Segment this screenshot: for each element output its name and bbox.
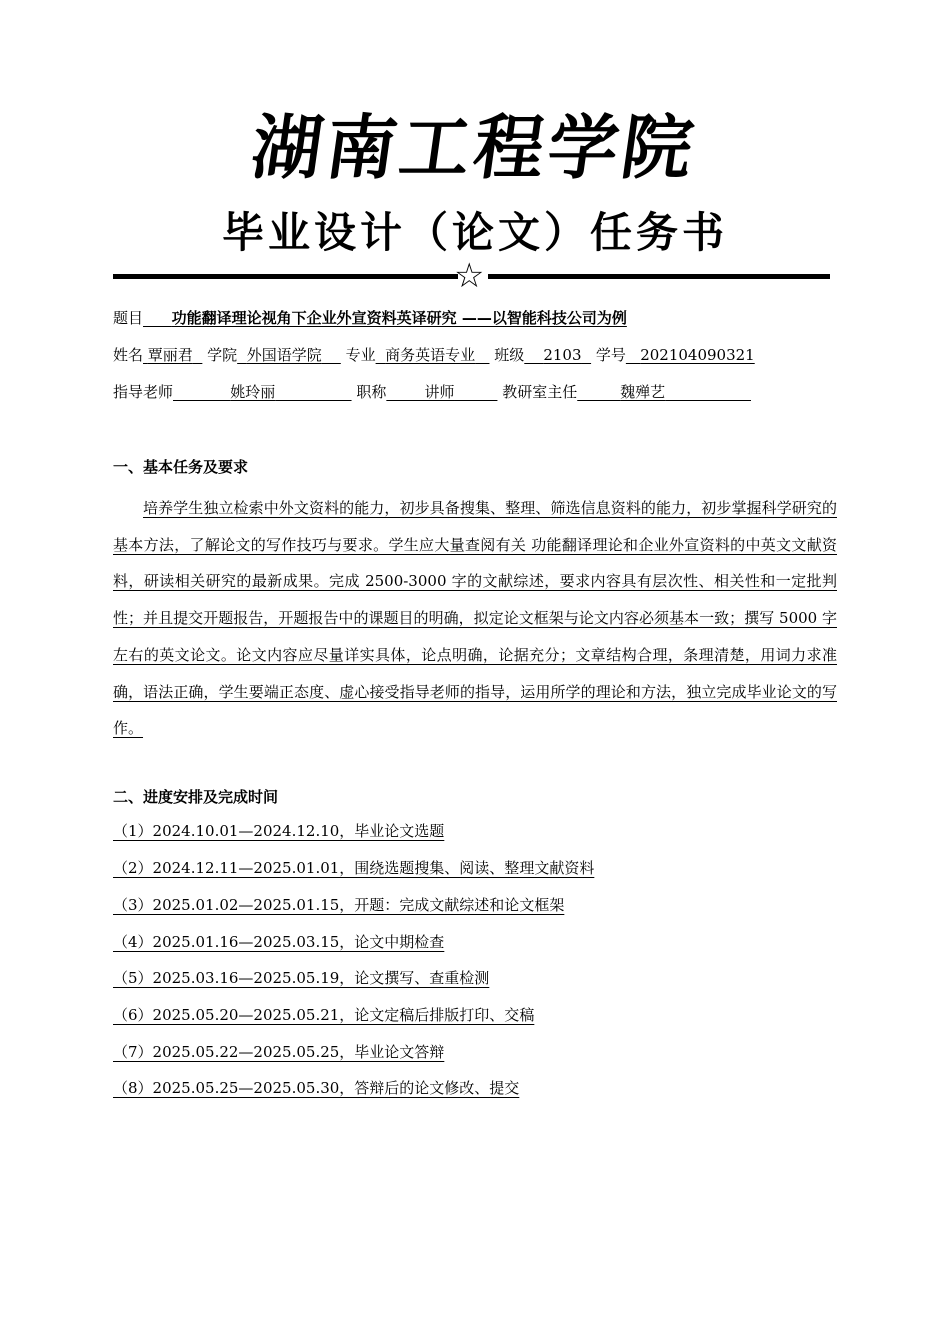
schedule-item: （2）2024.12.11—2025.01.01，围绕选题搜集、阅读、整理文献资料 <box>113 859 595 877</box>
major-label: 专业 <box>345 346 376 364</box>
title-divider-left <box>113 274 458 279</box>
title-value: 讲师 <box>424 383 455 401</box>
name-value: 覃丽君 <box>147 346 193 364</box>
schedule-item: （3）2025.01.02—2025.01.15，开题：完成文献综述和论文框架 <box>113 896 565 914</box>
schedule-item: （6）2025.05.20—2025.05.21，论文定稿后排版打印、交稿 <box>113 1006 535 1024</box>
name-label: 姓名 <box>113 346 144 364</box>
advisor-label: 指导老师 <box>113 383 174 401</box>
student-id-value: 202104090321 <box>640 346 755 364</box>
student-info-row <box>113 345 755 365</box>
college-logo: 湖南工程学院 <box>246 106 703 189</box>
advisor-value: 姚玲丽 <box>230 383 276 401</box>
class-label: 班级 <box>494 346 525 364</box>
director-value: 魏殚艺 <box>620 383 666 401</box>
schedule-item: （5）2025.03.16—2025.05.19，论文撰写、查重检测 <box>113 969 490 987</box>
schedule-item: （1）2024.10.01—2024.12.10，毕业论文选题 <box>113 822 445 840</box>
director-label: 教研室主任 <box>502 383 578 401</box>
requirements-paragraph: 培养学生独立检索中外文资料的能力，初步具备搜集、整理、筛选信息资料的能力，初步掌握科学研究的基本方法，了解论文的写作技巧与要求。学生应大量查阅有关 功能翻译理论和企业外宣资料的中英文文献资料，研读相关研究的最新成果。完成 2500-3000 字的文献综述，要求内容具有层次性、相关性和一定批判性；并且提交开题报告，开题报告中的课题目的明确，拟定论文框架与论文内容必须基本一致；撰写 5000 字左右的英文论文。论文内容应尽量详实具体，论点明确，论据充分；文章结构合理，条理清楚，用词力求准确，语法正确，学生要端正态度、虚心接受指导老师的指导，运用所学的理论和方法，独立完成毕业论文的写作。 <box>113 499 837 738</box>
major-value: 商务英语专业 <box>385 346 476 364</box>
title-label: 职称 <box>356 383 387 401</box>
topic-label: 题目 <box>113 309 144 327</box>
student-id-label: 学号 <box>595 346 626 364</box>
class-value: 2103 <box>543 346 582 364</box>
title-divider-right <box>488 274 830 279</box>
document-title: 毕业设计（论文）任务书 <box>221 208 728 257</box>
schedule-item: （4）2025.01.16—2025.03.15，论文中期检查 <box>113 933 445 951</box>
star-icon: ☆ <box>454 256 485 296</box>
section1-heading: 一、基本任务及要求 <box>113 458 249 476</box>
schedule-item: （7）2025.05.22—2025.05.25，毕业论文答辩 <box>113 1043 445 1061</box>
topic-row <box>113 308 627 328</box>
schedule-item: （8）2025.05.25—2025.05.30，答辩后的论文修改、提交 <box>113 1079 520 1097</box>
advisor-row <box>113 382 751 402</box>
college-label: 学院 <box>207 346 238 364</box>
college-value: 外国语学院 <box>246 346 322 364</box>
section2-heading: 二、进度安排及完成时间 <box>113 788 279 806</box>
topic-value: 功能翻译理论视角下企业外宣资料英译研究 ——以智能科技公司为例 <box>171 309 627 327</box>
